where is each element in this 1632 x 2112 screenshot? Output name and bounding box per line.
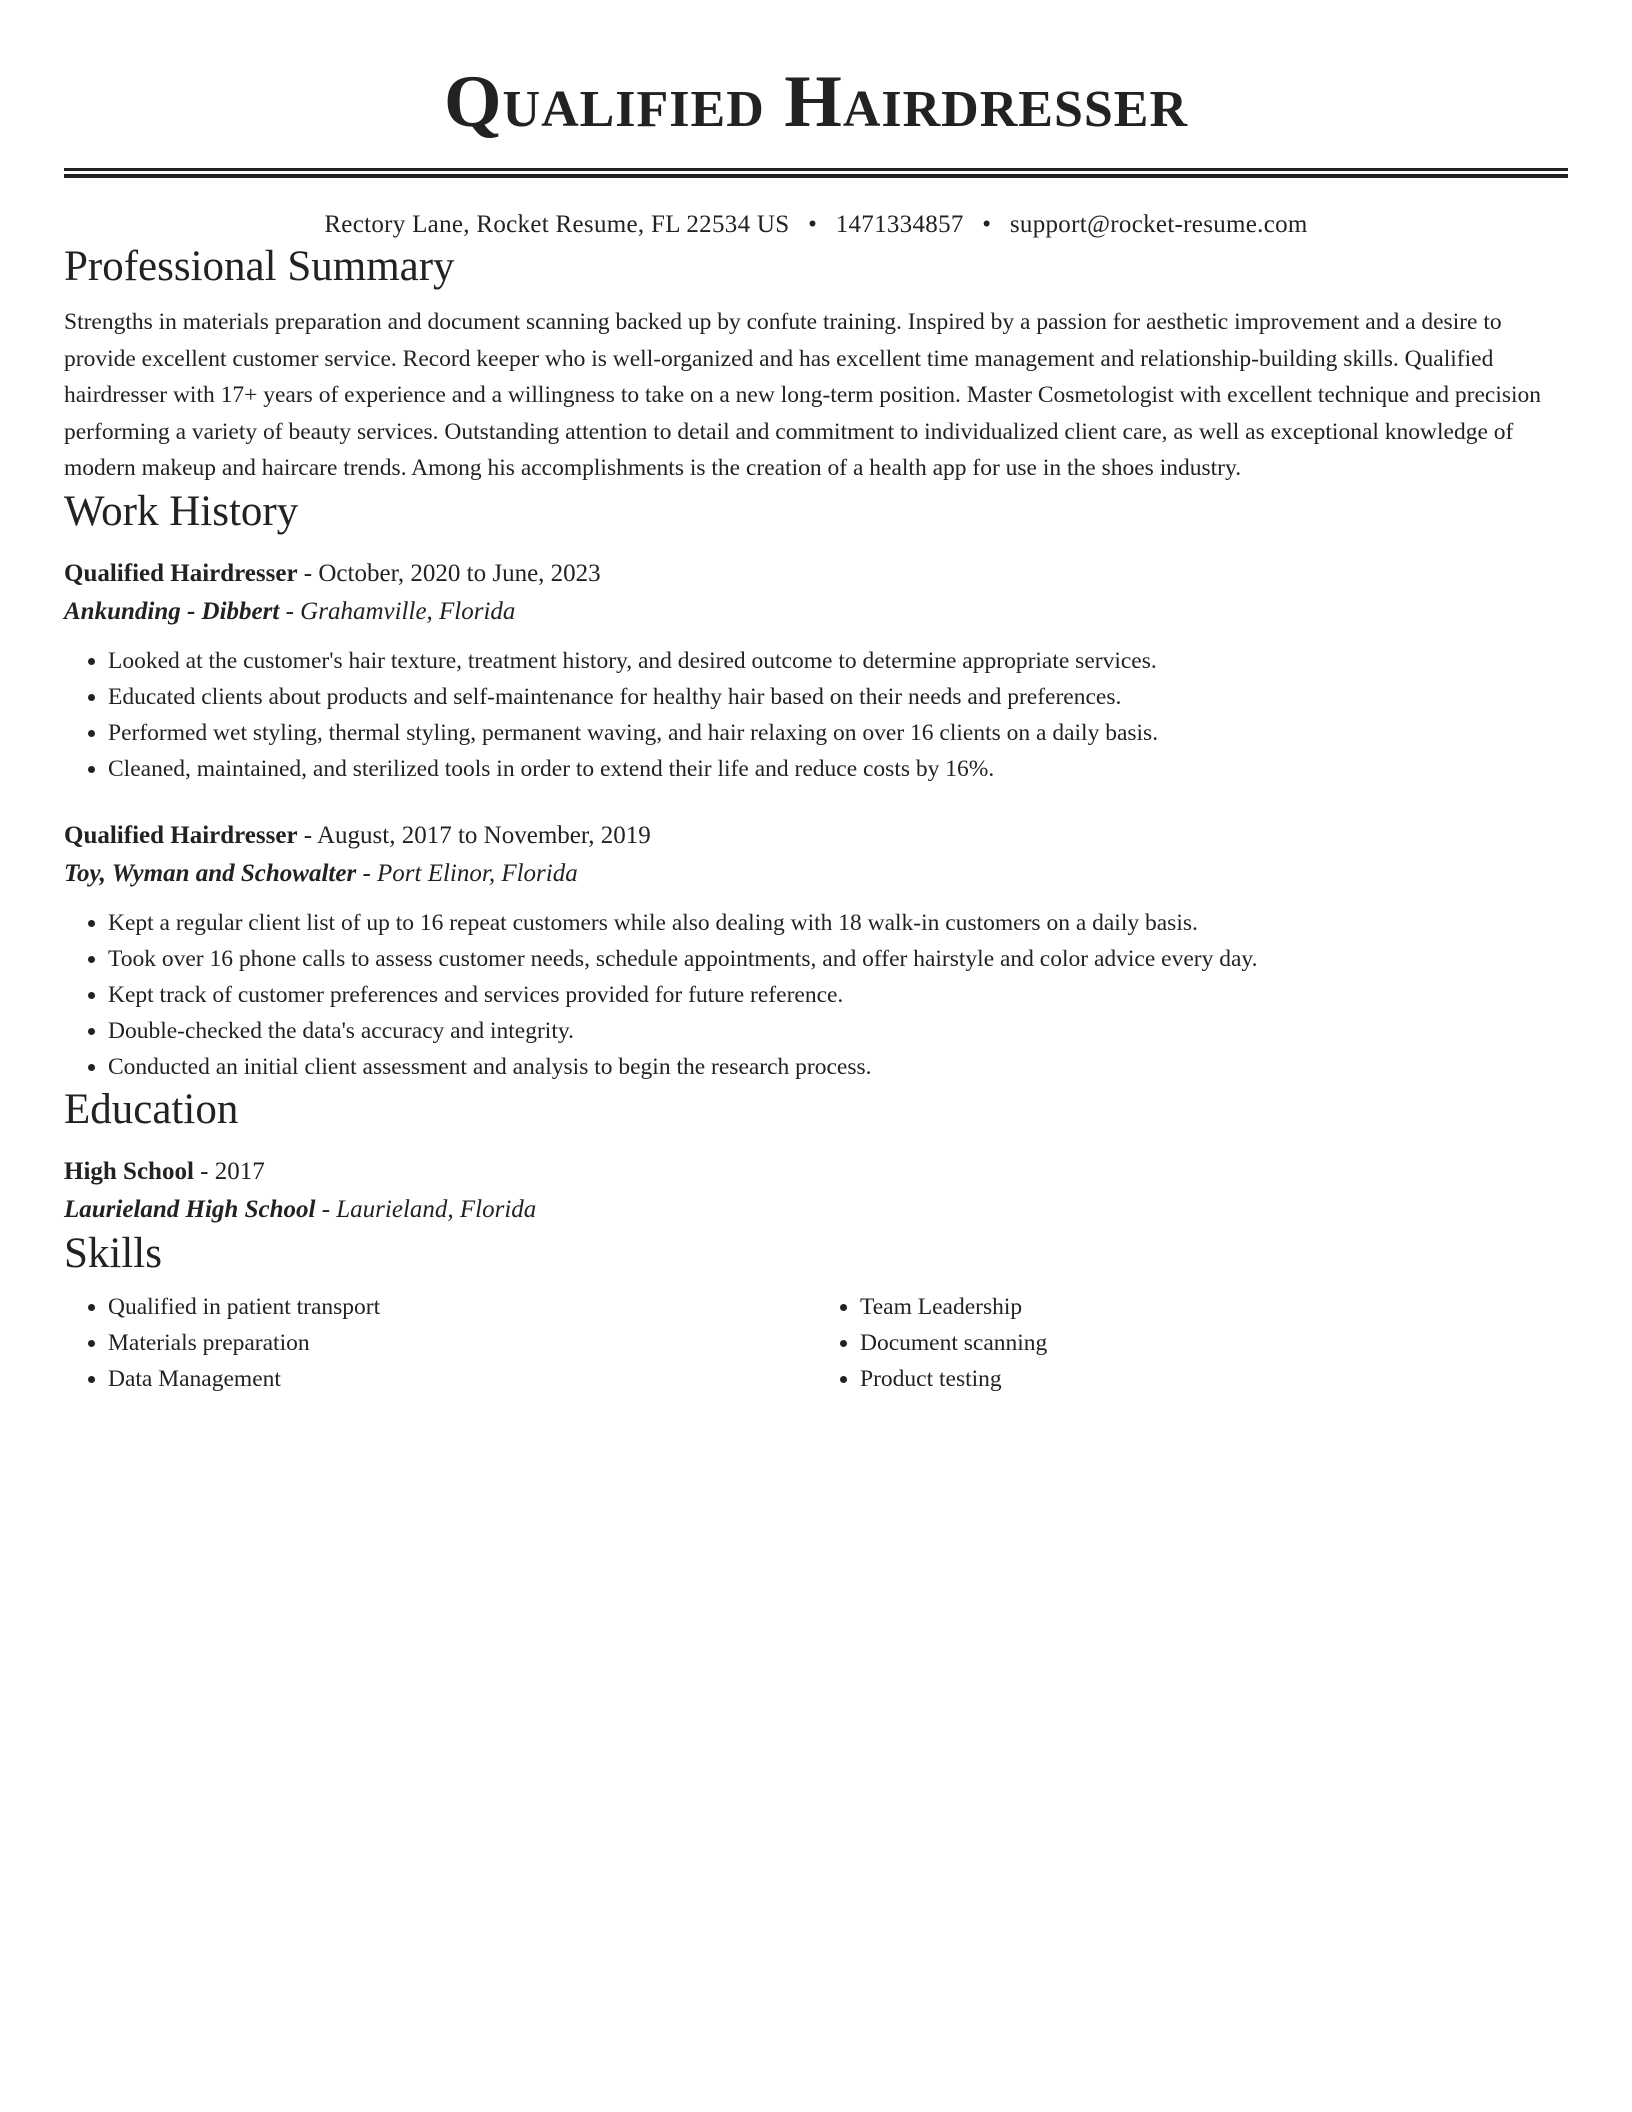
job-role: Qualified Hairdresser — [64, 821, 298, 849]
job-entry — [64, 555, 1568, 787]
contact-email: support@rocket-resume.com — [1009, 211, 1308, 238]
resume-page — [64, 0, 1568, 1397]
skills-grid — [64, 1289, 1568, 1397]
job-dates: October, 2020 to June, 2023 — [318, 559, 601, 587]
school-location: Laurieland, Florida — [336, 1195, 537, 1223]
job-bullet: • Took over 16 phone calls to assess customer needs, schedule appointments, and offer hairstyle and color advice every day. — [108, 941, 1568, 977]
job-bullet: • Conducted an initial client assessment and analysis to begin the research process. — [108, 1049, 1568, 1085]
graduation-year: 2017 — [214, 1157, 265, 1185]
education-entry — [64, 1153, 1568, 1229]
skill-item: • Team Leadership — [860, 1289, 1568, 1325]
contact-separator: • — [982, 211, 992, 238]
skill-item: • Materials preparation — [108, 1325, 816, 1361]
degree-line — [64, 1153, 1568, 1191]
company-location: Grahamville, Florida — [300, 597, 516, 625]
company-name: Ankunding - Dibbert — [64, 597, 280, 625]
section-title-skills: Skills — [64, 1229, 162, 1277]
contact-separator: • — [808, 211, 818, 238]
section-title-education: Education — [64, 1085, 239, 1133]
contact-phone: 1471334857 — [835, 211, 964, 238]
dash: - — [279, 597, 301, 625]
job-bullet: • Kept a regular client list of up to 16 repeat customers while also dealing with 18 walk-in customers on a daily basis. — [108, 905, 1568, 941]
company-line — [64, 593, 1568, 631]
resume-name: Qualified Hairdresser — [443, 61, 1189, 143]
job-title-line — [64, 555, 1568, 593]
section-title-summary: Professional Summary — [64, 243, 455, 290]
school-line — [64, 1191, 1568, 1229]
company-name: Toy, Wyman and Schowalter — [64, 859, 357, 887]
job-entry — [64, 817, 1568, 1085]
dash: - — [193, 1157, 215, 1185]
company-line — [64, 855, 1568, 893]
school-name: Laurieland High School — [64, 1195, 316, 1223]
job-bullet: • Cleaned, maintained, and sterilized tools in order to extend their life and reduce costs by 16%. — [108, 751, 1568, 787]
dash: - — [315, 1195, 337, 1223]
job-bullet-list — [64, 905, 1568, 1085]
skill-item: • Product testing — [860, 1361, 1568, 1397]
contact-address: Rectory Lane, Rocket Resume, FL 22534 US — [324, 211, 790, 238]
job-bullet: • Kept track of customer preferences and services provided for future reference. — [108, 977, 1568, 1013]
skill-item: • Document scanning — [860, 1325, 1568, 1361]
header-double-rule — [64, 168, 1568, 178]
skill-item: • Data Management — [108, 1361, 816, 1397]
job-dates: August, 2017 to November, 2019 — [317, 821, 651, 849]
dash: - — [356, 859, 378, 887]
dash: - — [297, 821, 317, 849]
job-bullet: • Performed wet styling, thermal styling, permanent waving, and hair relaxing on over 16 clients on a daily basis. — [108, 715, 1568, 751]
skills-column-right — [816, 1289, 1568, 1397]
job-bullet: • Double-checked the data's accuracy and integrity. — [108, 1013, 1568, 1049]
degree: High School — [64, 1157, 194, 1185]
job-bullet-list — [64, 643, 1568, 787]
section-title-work-history: Work History — [64, 487, 299, 535]
skill-item: • Qualified in patient transport — [108, 1289, 816, 1325]
job-role: Qualified Hairdresser — [64, 559, 298, 587]
job-bullet: • Educated clients about products and self-maintenance for healthy hair based on their needs and preferences. — [108, 679, 1568, 715]
job-bullet: • Looked at the customer's hair texture, treatment history, and desired outcome to determine appropriate services. — [108, 643, 1568, 679]
skills-column-left — [64, 1289, 816, 1397]
job-title-line — [64, 817, 1568, 855]
contact-line — [64, 208, 1568, 242]
summary-text: Strengths in materials preparation and document scanning backed up by confute training. Inspired by a passion for aesthetic improvement and a desire to provide excellent customer service. Record keeper who is well-organized and has excellent time management and relationship-building skills. Qualified hairdresser with 17+ years of experience and a willingness to take on a new long-term position. Master Cosmetologist with excellent technique and precision performing a variety of beauty services. Outstanding attention to detail and commitment to individualized client care, as well as exceptional knowledge of modern makeup and haircare trends. Among his accomplishments is the creation of a health app for use in the shoes industry. — [64, 309, 1542, 481]
company-location: Port Elinor, Florida — [377, 859, 578, 887]
dash: - — [297, 559, 319, 587]
